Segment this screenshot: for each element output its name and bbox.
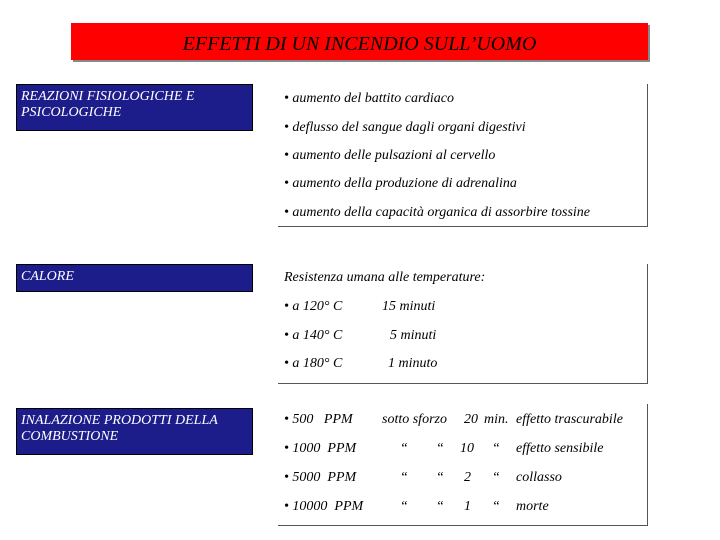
minutes: 10: [460, 441, 474, 456]
temp-row: • a 180° C: [284, 356, 343, 371]
list-item: • aumento del battito cardiaco: [284, 91, 455, 106]
ditto: “: [492, 470, 500, 485]
ppm-value: • 5000 PPM: [284, 470, 357, 485]
ditto: “: [436, 441, 444, 456]
time-value: 15 minuti: [382, 299, 436, 314]
effect: morte: [516, 499, 549, 514]
minutes: 1: [464, 499, 471, 514]
minutes: 20: [464, 412, 478, 427]
list-item: • deflusso del sangue dagli organi digestivi: [284, 120, 526, 135]
condition: sotto sforzo: [382, 412, 447, 427]
effect: effetto trascurabile: [516, 412, 623, 427]
ditto: “: [400, 499, 408, 514]
effect: collasso: [516, 470, 562, 485]
panel-reazioni: [278, 84, 648, 227]
ditto: “: [436, 499, 444, 514]
ditto: “: [436, 470, 444, 485]
ditto: “: [492, 499, 500, 514]
panel-calore: [278, 264, 648, 384]
minutes-unit: min.: [484, 412, 509, 427]
temp-row: • a 120° C: [284, 299, 343, 314]
minutes: 2: [464, 470, 471, 485]
page-title: EFFETTI DI UN INCENDIO SULL’UOMO: [71, 23, 648, 60]
label-reazioni: REAZIONI FISIOLOGICHE E PSICOLOGICHE: [16, 84, 253, 131]
list-item: • aumento delle pulsazioni al cervello: [284, 148, 496, 163]
label-inalazione: INALAZIONE PRODOTTI DELLA COMBUSTIONE: [16, 408, 253, 455]
time-value: 1 minuto: [388, 356, 438, 371]
ppm-value: • 10000 PPM: [284, 499, 364, 514]
ditto: “: [400, 441, 408, 456]
calore-heading: Resistenza umana alle temperature:: [284, 270, 486, 285]
time-value: 5 minuti: [390, 328, 437, 343]
list-item: • aumento della capacità organica di assorbire tossine: [284, 205, 591, 220]
label-calore: CALORE: [16, 264, 253, 292]
ppm-value: • 1000 PPM: [284, 441, 357, 456]
effect: effetto sensibile: [516, 441, 604, 456]
panel-inalazione: [278, 404, 648, 526]
ditto: “: [492, 441, 500, 456]
ppm-value: • 500 PPM: [284, 412, 353, 427]
temp-row: • a 140° C: [284, 328, 343, 343]
ditto: “: [400, 470, 408, 485]
list-item: • aumento della produzione di adrenalina: [284, 176, 517, 191]
